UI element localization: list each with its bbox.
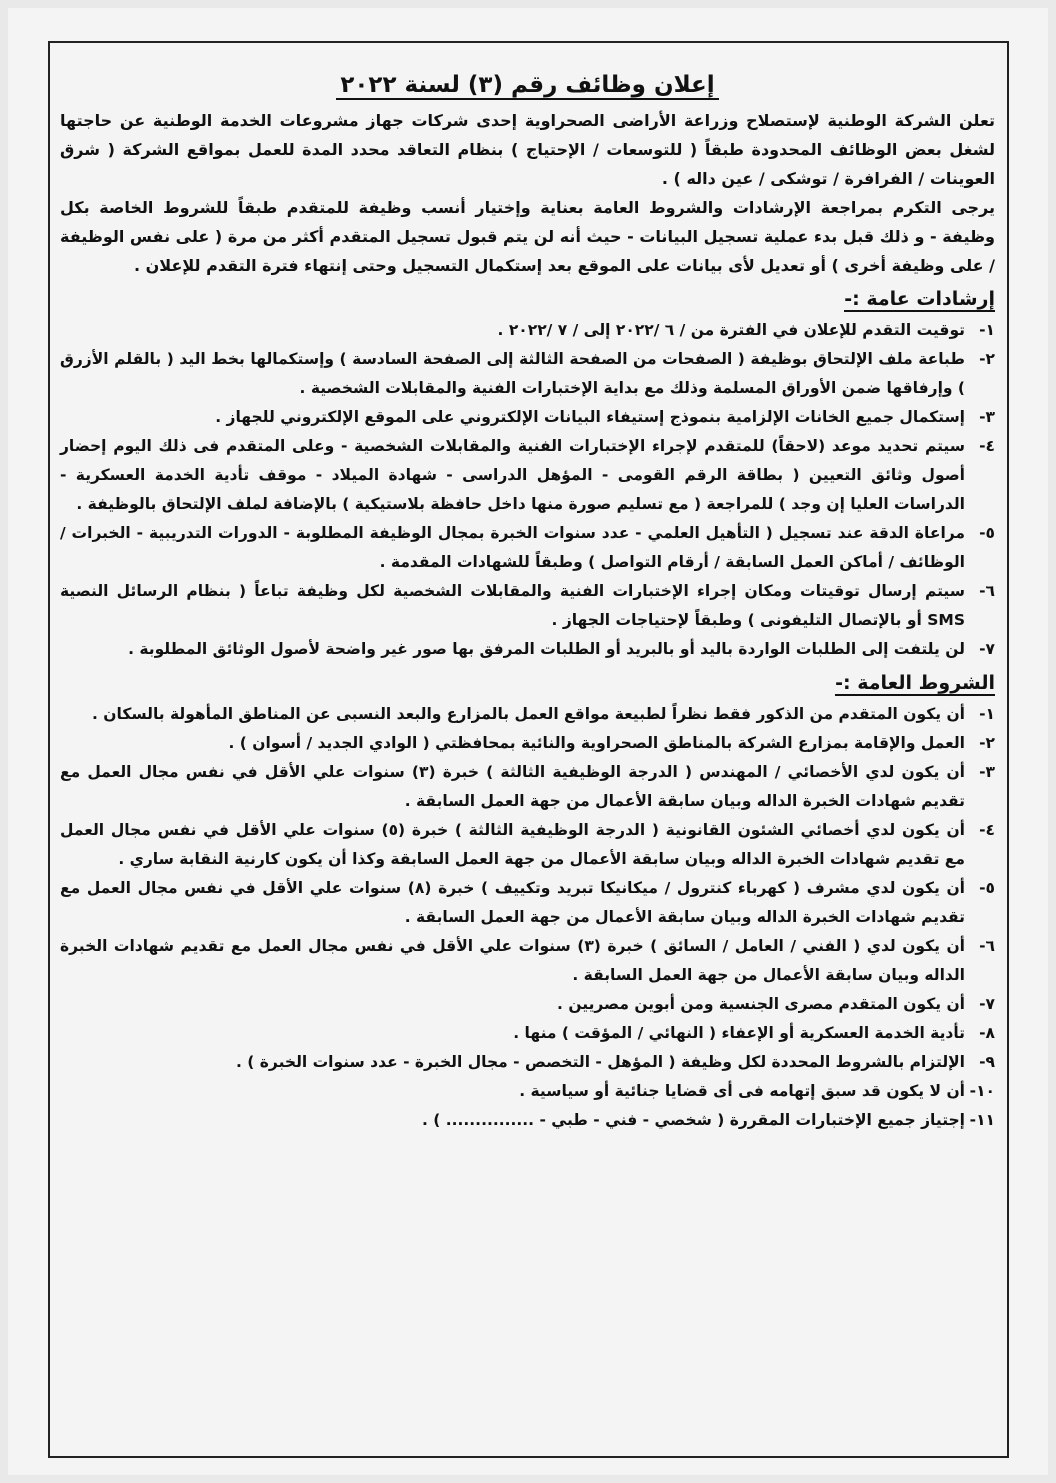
intro-block bbox=[60, 106, 995, 280]
list-item: ٦- سيتم إرسال توقيتات ومكان إجراء الإختبارات الفنية والمقابلات الشخصية لكل وظيفة تباعاً ( بنظام الرسائل النصية SMS أو بالإتصال التليفونى ) وطبقاً لإحتياجات الجهاز . bbox=[60, 582, 995, 629]
intro-paragraph: يرجى التكرم بمراجعة الإرشادات والشروط العامة بعناية وإختيار أنسب وظيفة للمتقدم طبقاً للشروط الخاصة بكل وظيفة - و ذلك قبل بدء عملية تسجيل البيانات - حيث أنه لن يتم قبول تسجيل المتقدم أكثر من مرة ( على نفس الوظيفة / على وظيفة أخرى ) أو تعديل لأى بيانات على الموقع بعد إستكمال التسجيل وحتى إنتهاء فترة التقدم للإعلان . bbox=[60, 198, 995, 275]
conditions-heading: الشروط العامة :- bbox=[835, 672, 995, 694]
scanned-page bbox=[8, 8, 1048, 1475]
guidelines-list bbox=[60, 316, 995, 664]
list-item: ١١- إجتياز جميع الإختبارات المقررة ( شخصي - فني - طبي - ............... ) . bbox=[421, 1111, 995, 1129]
list-item: ٣- أن يكون لدي الأخصائي / المهندس ( الدرجة الوظيفية الثالثة ) خبرة (٣) سنوات علي الأقل في نفس مجال العمل مع تقديم شهادات الخبرة الداله وبيان سابقة الأعمال من جهة العمل السابقة . bbox=[60, 763, 995, 810]
list-item: ١٠- أن لا يكون قد سبق إتهامه فى أى قضايا جنائية أو سياسية . bbox=[519, 1082, 995, 1100]
list-item: ٢- العمل والإقامة بمزارع الشركة بالمناطق الصحراوية والنائية بمحافظتي ( الوادي الجديد / أسوان ) . bbox=[228, 734, 995, 752]
list-item: ٤- سيتم تحديد موعد (لاحقاً) للمتقدم لإجراء الإختبارات الفنية والمقابلات الشخصية - وعلى المتقدم فى ذلك اليوم إحضار أصول وثائق التعيين ( بطاقة الرقم القومى - المؤهل الدراسى - شهادة الميلاد - موقف تأدية الخدمة العسكرية - الدراسات العليا إن وجد ) للمراجعة ( مع تسليم صورة منها داخل حافظة بلاستيكية ) بالإضافة لملف الإلتحاق بالوظيفة . bbox=[60, 437, 995, 513]
list-item: ٨- تأدية الخدمة العسكرية أو الإعفاء ( النهائي / المؤقت ) منها . bbox=[513, 1024, 995, 1042]
list-item: ١- أن يكون المتقدم من الذكور فقط نظراً لطبيعة مواقع العمل بالمزارع والبعد النسبى عن المناطق المأهولة بالسكان . bbox=[92, 705, 995, 723]
list-item: ٦- أن يكون لدي ( الفني / العامل / السائق ) خبرة (٣) سنوات علي الأقل في نفس مجال العمل مع تقديم شهادات الخبرة الداله وبيان سابقة الأعمال من جهة العمل السابقة . bbox=[60, 937, 995, 984]
list-item: ٩- الإلتزام بالشروط المحددة لكل وظيفة ( المؤهل - التخصص - مجال الخبرة - عدد سنوات الخبرة ) . bbox=[236, 1053, 995, 1071]
list-item: ٧- أن يكون المتقدم مصرى الجنسية ومن أبوين مصريين . bbox=[557, 995, 995, 1013]
guidelines-heading: إرشادات عامة :- bbox=[844, 288, 995, 310]
list-item: ٥- مراعاة الدقة عند تسجيل ( التأهيل العلمي - عدد سنوات الخبرة بمجال الوظيفة المطلوبة - الدورات التدريبية - الخبرات / الوظائف / أماكن العمل السابقة / أرقام التواصل ) وطبقاً للشهادات المقدمة . bbox=[60, 524, 995, 571]
list-item: ٢- طباعة ملف الإلتحاق بوظيفة ( الصفحات من الصفحة الثالثة إلى الصفحة السادسة ) وإستكمالها بخط اليد ( بالقلم الأزرق ) وإرفاقها ضمن الأوراق المسلمة وذلك مع بداية الإختبارات الفنية والمقابلات الشخصية . bbox=[60, 350, 995, 397]
list-item: ٣- إستكمال جميع الخانات الإلزامية بنموذج إستيفاء البيانات الإلكتروني على الموقع الإلكتروني للجهاز . bbox=[215, 408, 995, 426]
announcement-body bbox=[60, 70, 995, 1135]
intro-paragraph: تعلن الشركة الوطنية لإستصلاح وزراعة الأراضى الصحراوية إحدى شركات جهاز مشروعات الخدمة الوطنية عن حاجتها لشغل بعض الوظائف المحدودة طبقاً ( للتوسعات / الإحتياج ) بنظام التعاقد محدد المدة للعمل بمواقع الشركة ( شرق العوينات / الفرافرة / توشكى / عين داله ) . bbox=[60, 111, 995, 188]
conditions-list bbox=[60, 700, 995, 1135]
announcement-title: إعلان وظائف رقم (٣) لسنة ٢٠٢٢ bbox=[60, 70, 995, 100]
list-item: ١- توقيت التقدم للإعلان في الفترة من / ٦ /٢٠٢٢ إلى / ٧ /٢٠٢٢ . bbox=[497, 321, 995, 339]
list-item: ٥- أن يكون لدي مشرف ( كهرباء كنترول / ميكانيكا تبريد وتكييف ) خبرة (٨) سنوات علي الأقل في نفس مجال العمل مع تقديم شهادات الخبرة الداله وبيان سابقة الأعمال من جهة العمل السابقة . bbox=[60, 879, 995, 926]
list-item: ٤- أن يكون لدي أخصائي الشئون القانونية ( الدرجة الوظيفية الثالثة ) خبرة (٥) سنوات علي الأقل في نفس مجال العمل مع تقديم شهادات الخبرة الداله وبيان سابقة الأعمال من جهة العمل السابقة وكذا أن يكون كارنية النقابة ساري . bbox=[60, 821, 995, 868]
list-item: ٧- لن يلتفت إلى الطلبات الواردة باليد أو بالبريد أو الطلبات المرفق بها صور غير واضحة لأصول الوثائق المطلوبة . bbox=[128, 640, 995, 658]
